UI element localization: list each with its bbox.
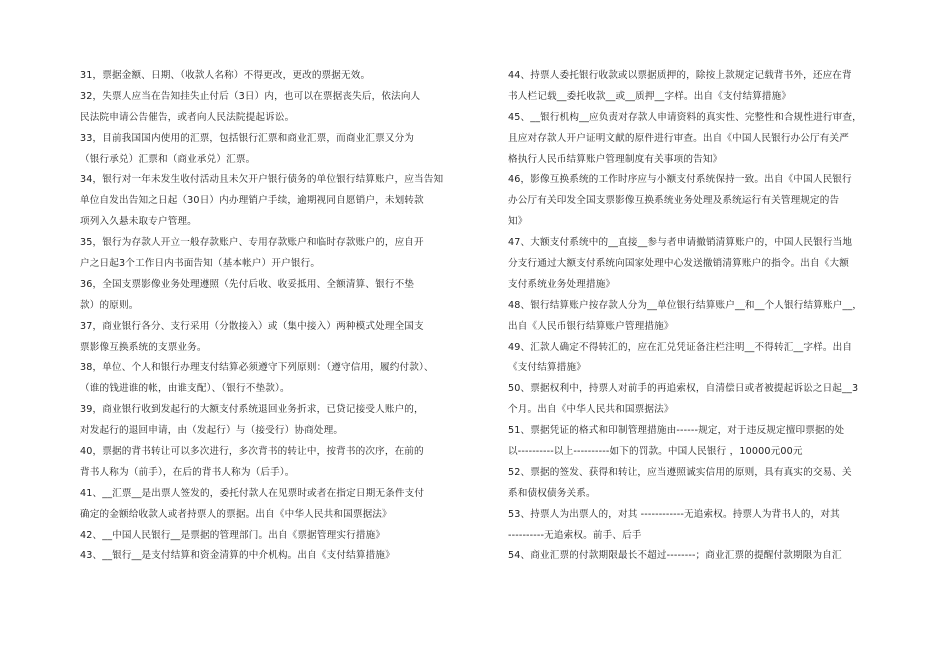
text-line: 48、银行结算账户按存款人分为__单位银行结算账户__和__个人银行结算账户__， [508,299,863,311]
text-line: 对发起行的退回申请，由（发起行）与（接受行）协商处理。 [80,425,344,437]
text-line: 41、__汇票__是出票人签发的，委托付款人在见票时或者在指定日期无条件支付 [80,487,425,499]
text-line: 45、__银行机构__应负责对存款人申请资料的真实性、完整性和合规性进行审查， [508,111,862,123]
text-line: 个月。出自《中华人民共和国票据法》 [508,404,674,416]
right-column [508,66,886,567]
text-line: （谁的钱进谁的帐，由谁支配）、（银行不垫款）。 [80,383,290,395]
text-line: 54、商业汇票的付款期限最长不超过--------；商业汇票的提醒付款期限为自汇 [508,550,842,562]
text-line: 票影像互换系统的支票业务。 [80,341,207,353]
text-line: 31，票据金额、日期、（收款人名称）不得更改，更改的票据无效。 [80,70,371,81]
text-line: 办公厅有关印发全国支票影像互换系统业务处理及系统运行有关管理规定的告 [508,195,840,207]
text-line: 40，票据的背书转让可以多次进行，多次背书的转让中，按背书的次序，在前的 [80,446,424,458]
text-line: 49、汇款人确定不得转汇的，应在汇兑凭证备注栏注明__不得转汇__字样。出自 [508,341,853,353]
text-line: 以----------以上----------如下的罚款。中国人民银行 ，10000元00元 [508,446,803,458]
text-line: 户之日起3个工作日内书面告知（基本帐户）开户银行。 [80,258,321,270]
text-line: 44、持票人委托银行收款或以票据质押的，除按上款规定记载背书外，还应在背 [508,70,852,81]
text-line: 33，目前我国国内使用的汇票，包括银行汇票和商业汇票，而商业汇票又分为 [80,132,415,144]
text-line: 知》 [508,216,528,228]
text-line: 民法院申请公告催告，或者向人民法院提起诉讼。 [80,111,295,123]
text-line: ----------无追索权。前手、后手 [508,529,642,541]
text-line: 支付系统业务处理措施》 [508,278,616,290]
text-line: 36，全国支票影像业务处理遵照（先付后收、收妥抵用、全额清算、银行不垫 [80,278,415,290]
text-line: 46，影像互换系统的工作时序应与小额支付系统保持一致。出自《中国人民银行 [508,174,852,186]
text-line: 单位自发出告知之日起（30日）内办理销户手续，逾期视同自愿销户，未划转款 [80,195,424,207]
text-line: 背书人称为（前手），在后的背书人称为（后手）。 [80,466,295,478]
text-line: 50、票据权利中，持票人对前手的再追索权，自清偿日或者被提起诉讼之日起__3 [508,383,859,395]
text-line: 书人栏记载__委托收款__或__质押__字样。出自《支付结算措施》 [508,90,792,102]
text-line: 53、持票人为出票人的，对其 ------------无追索权。持票人为背书人的，对其 [508,508,840,520]
text-line: 37，商业银行各分、支行采用（分散接入）或（集中接入）两种模式处理全国支 [80,320,424,332]
text-line: 《支付结算措施》 [508,362,586,374]
text-line: 格执行人民币结算账户管理制度有关事项的告知》 [508,153,723,165]
text-line: 42、__中国人民银行__是票据的管理部门。出自《票据管理实行措施》 [80,529,386,541]
text-line: （银行承兑）汇票和（商业承兑）汇票。 [80,153,256,165]
text-line: 47、大额支付系统中的__直接__参与者申请撤销清算账户的，中国人民银行当地 [508,237,853,249]
text-line: 52、票据的签发、获得和转让，应当遵照诚实信用的原则，具有真实的交易、关 [508,466,852,478]
text-line: 39，商业银行收到发起行的大额支付系统退回业务折求，已贷记接受人账户的， [80,404,424,416]
text-line: 款）的原则。 [80,299,139,311]
text-line: 34，银行对一年未发生收付活动且未欠开户银行债务的单位银行结算账户，应当告知 [80,174,444,186]
text-line: 分支行通过大额支付系统向国家处理中心发送撤销清算账户的指令。出自《大额 [508,258,850,270]
text-line: 系和债权债务关系。 [508,487,596,499]
text-line: 43、__银行__是支付结算和资金清算的中介机构。出自《支付结算措施》 [80,550,395,562]
text-line: 确定的金额给收款人或者持票人的票据。出自《中华人民共和国票据法》 [80,508,392,520]
text-line: 51、票据凭证的格式和印制管理措施由------规定，对于违反规定擅印票据的处 [508,425,845,437]
text-line: 32，失票人应当在告知挂失止付后（3日）内，也可以在票据丧失后，依法向人 [80,90,421,102]
text-line: 38，单位、个人和银行办理支付结算必须遵守下列原则：（遵守信用，履约付款）、 [80,362,434,374]
text-line: 且应对存款人开户证明文献的原件进行审查。出自《中国人民银行办公厅有关严 [508,132,850,144]
left-column [80,66,458,567]
text-line: 项列入久悬未取专户管理。 [80,216,197,228]
text-line: 35，银行为存款人开立一般存款账户、专用存款账户和临时存款账户的，应自开 [80,237,424,249]
text-line: 出自《人民币银行结算账户管理措施》 [508,320,674,332]
